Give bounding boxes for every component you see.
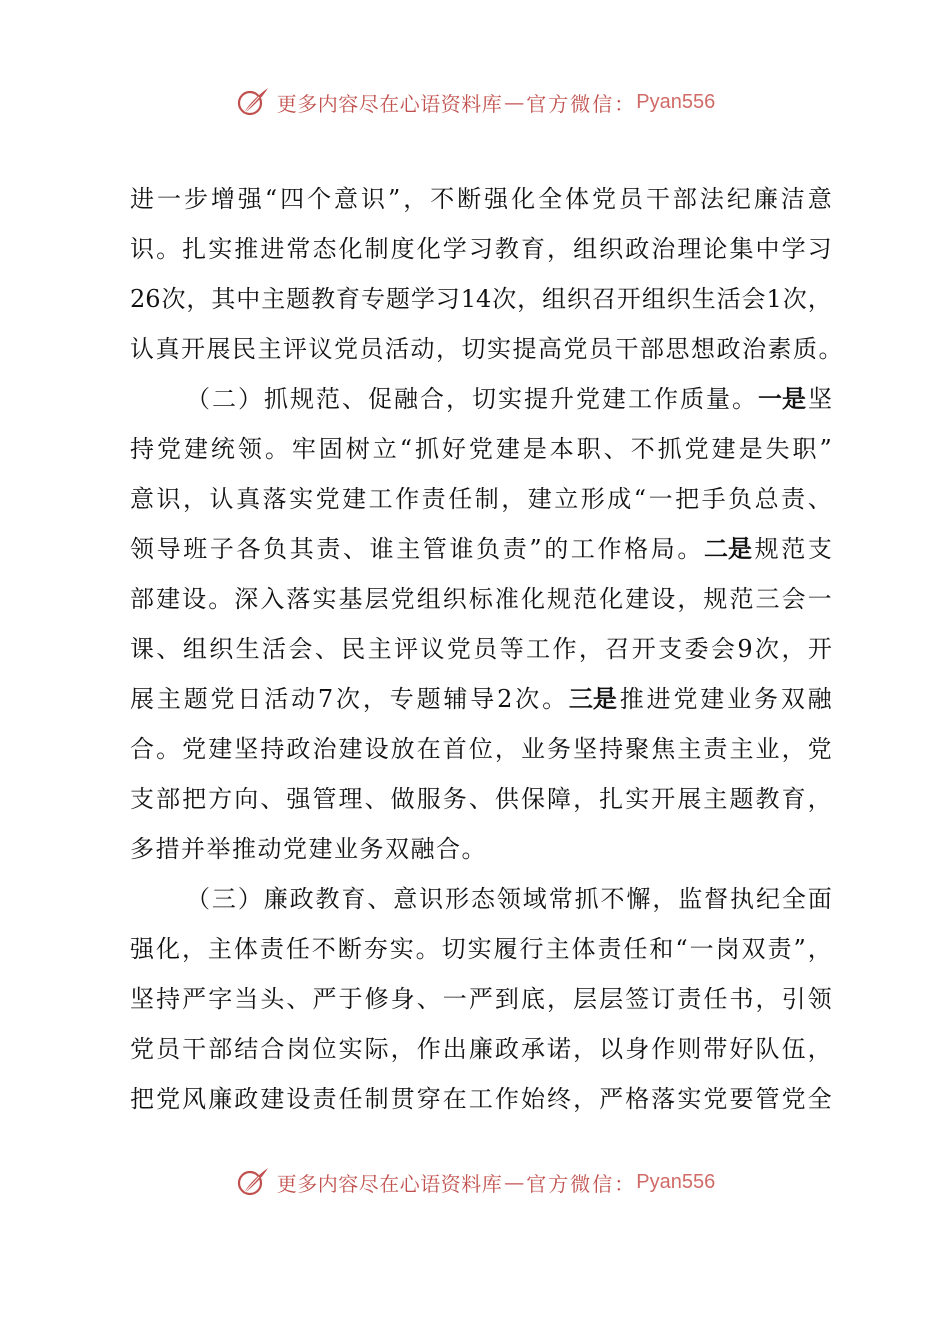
- text-line: 领 导 班 子 各 负 其 责 、 谁 主 管 谁 负 责 ” 的 工 作 格 局 。 二是 规 范 支: [130, 535, 832, 563]
- text-line: 支 部 把 方 向 、 强 管 理 、 做 服 务 、 供 保 障 ， 扎 实 开 展 主 题 教 育 ，: [130, 785, 832, 813]
- wechat-label: 官方微信：: [526, 1171, 637, 1196]
- text-line: 坚 持 严 字 当 头 、 严 于 修 身 、 一 严 到 底 ， 层 层 签 订 责 任 书 ， 引 领: [130, 985, 832, 1013]
- text-line: 26 次 ， 其 中 主 题 教 育 专 题 学 习 14 次 ， 组 织 召 开 组 织 生 活 会 1 次 ，: [130, 285, 832, 313]
- brand-text: 更多内容尽在心语资料库: [276, 1171, 503, 1196]
- text-line: 合 。 党 建 坚 持 政 治 建 设 放 在 首 位 ， 业 务 坚 持 聚 焦 主 责 主 业 ， 党: [130, 735, 832, 763]
- text-line: 意 识 ， 认 真 落 实 党 建 工 作 责 任 制 ， 建 立 形 成 “ 一 把 手 负 总 责 、: [130, 485, 832, 513]
- wechat-id: Pyan556: [636, 90, 716, 113]
- text-line: 认 真 开 展 民 主 评 议 党 员 活 动 ， 切 实 提 高 党 员 干 部 思 想 政 治 素 质 。: [130, 335, 844, 363]
- footer-watermark: [0, 1162, 950, 1202]
- text-line: 党 员 干 部 结 合 岗 位 实 际 ， 作 出 廉 政 承 诺 ， 以 身 作 则 带 好 队 伍 ，: [130, 1035, 832, 1063]
- text-line: （ 三 ） 廉 政 教 育 、 意 识 形 态 领 域 常 抓 不 懈 ， 监 督 执 纪 全 面: [186, 885, 832, 913]
- brand-separator: —: [504, 90, 525, 114]
- text-line: 多 措 并 举 推 动 党 建 业 务 双 融 合 。: [130, 835, 487, 863]
- header-watermark: [0, 82, 950, 122]
- wechat-label: 官方微信：: [526, 91, 637, 116]
- document-body: [130, 174, 844, 1124]
- wechat-id: Pyan556: [636, 1170, 716, 1193]
- text-line: （ 二 ） 抓 规 范 、 促 融 合 ， 切 实 提 升 党 建 工 作 质 量 。 一是 坚: [186, 385, 832, 413]
- quill-logo-icon: [235, 84, 271, 120]
- text-line: 展 主 题 党 日 活 动 7 次 ， 专 题 辅 导 2 次 。 三是 推 进 党 建 业 务 双 融: [130, 685, 832, 713]
- text-line: 强 化 ， 主 体 责 任 不 断 夯 实 。 切 实 履 行 主 体 责 任 和 “ 一 岗 双 责 ” ，: [130, 935, 832, 963]
- brand-text: 更多内容尽在心语资料库: [276, 91, 503, 116]
- text-line: 识 。 扎 实 推 进 常 态 化 制 度 化 学 习 教 育 ， 组 织 政 治 理 论 集 中 学 习: [130, 235, 832, 263]
- text-line: 把 党 风 廉 政 建 设 责 任 制 贯 穿 在 工 作 始 终 ， 严 格 落 实 党 要 管 党 全: [130, 1085, 832, 1113]
- text-line: 课 、 组 织 生 活 会 、 民 主 评 议 党 员 等 工 作 ， 召 开 支 委 会 9 次 ， 开: [130, 635, 832, 663]
- quill-logo-icon: [235, 1164, 271, 1200]
- text-line: 持 党 建 统 领 。 牢 固 树 立 “ 抓 好 党 建 是 本 职 、 不 抓 党 建 是 失 职 ”: [130, 435, 832, 463]
- text-line: 进 一 步 增 强 “ 四 个 意 识 ” ， 不 断 强 化 全 体 党 员 干 部 法 纪 廉 洁 意: [130, 185, 832, 213]
- text-line: 部 建 设 。 深 入 落 实 基 层 党 组 织 标 准 化 规 范 化 建 设 ， 规 范 三 会 一: [130, 585, 832, 613]
- brand-separator: —: [504, 1170, 525, 1194]
